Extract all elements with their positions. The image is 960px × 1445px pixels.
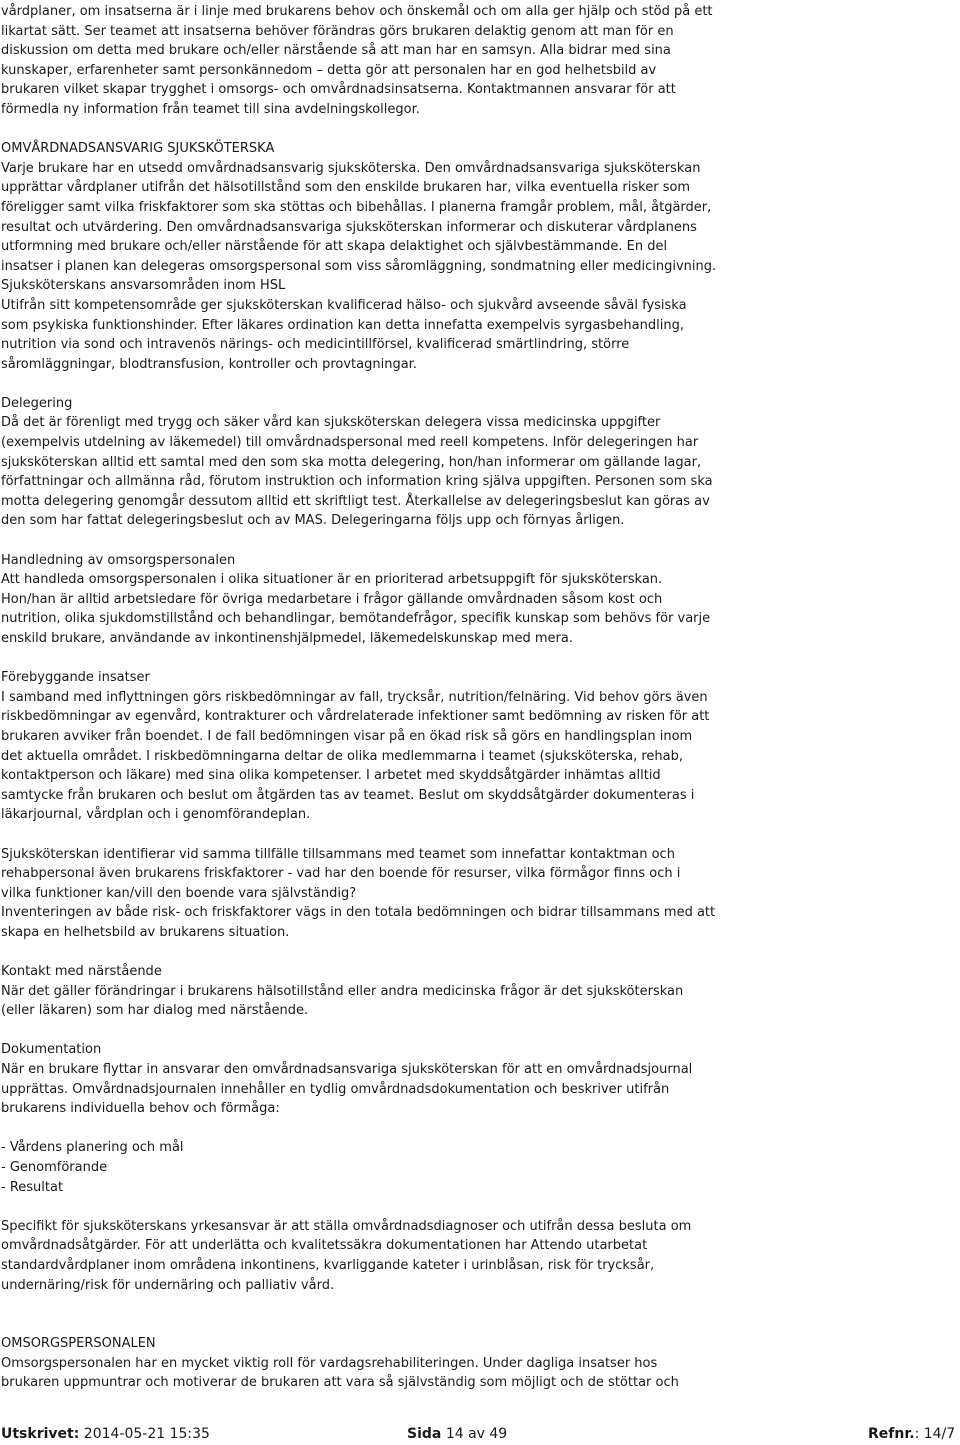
list-item: - Genomförande — [1, 1160, 108, 1176]
text-line: det aktuella området. I riskbedömningarna deltar de olika medlemmarna i teamet (sjuksköterska, rehab, — [1, 748, 684, 764]
document-page — [0, 2, 960, 1393]
section-specifikt — [0, 1217, 960, 1295]
text-line: brukaren uppmuntrar och motiverar de brukaren att vara så självständig som möjligt och de stöttar och — [1, 1375, 679, 1391]
paragraph-gap — [0, 1197, 960, 1217]
text-line: brukaren vilket skapar trygghet i omsorgs- och omvårdnadsinsatserna. Kontaktmannen ansvarar för att — [1, 82, 676, 98]
paragraph-gap — [0, 649, 960, 669]
text-line: som psykiska funktionshinder. Efter läkares ordination kan detta innefatta exempelvis syrgasbehandling, — [1, 317, 684, 333]
text-line: Sjuksköterskan identifierar vid samma tillfälle tillsammans med teamet som innefattar kontaktman och — [1, 846, 675, 862]
text-line: insatser i planen kan delegeras omsorgspersonal som viss såromläggning, sondmatning eller medicingivning. — [1, 258, 717, 274]
text-line: den som har fattat delegeringsbeslut och av MAS. Delegeringarna följs upp och förnyas årligen. — [1, 513, 625, 529]
text-line: I samband med inflyttningen görs riskbedömningar av fall, trycksår, nutrition/felnäring. Vid behov görs även — [1, 689, 708, 705]
paragraph-gap — [0, 531, 960, 551]
paragraph-gap — [0, 374, 960, 394]
paragraph-gap — [0, 825, 960, 845]
text-line: sjuksköterskan alltid ett samtal med den som ska motta delegering, hon/han informerar om gällande lagar, — [1, 454, 702, 470]
text-line: samtycke från brukaren och beslut om åtgärden tas av teamet. Beslut om skyddsåtgärder dokumenteras i — [1, 787, 695, 803]
text-line: omvårdnadsåtgärder. För att underlätta och kvalitetssäkra dokumentationen har Attendo utarbetat — [1, 1238, 648, 1254]
text-line: När en brukare flyttar in ansvarar den omvårdnadsansvariga sjuksköterskan för att en omvårdnadsjournal — [1, 1062, 693, 1078]
paragraph-gap — [0, 1295, 960, 1334]
text-line: Att handleda omsorgspersonalen i olika situationer är en prioriterad arbetsuppgift för sjuksköterskan. — [1, 572, 663, 588]
text-line: enskild brukare, användande av inkontinenshjälpmedel, läkemedelskunskap med mera. — [1, 631, 573, 646]
section-heading: Förebyggande insatser — [1, 670, 150, 686]
section-delegering — [0, 394, 960, 531]
list-item: - Vårdens planering och mål — [1, 1140, 184, 1156]
text-line: upprättas. Omvårdnadsjournalen innehåller en tydlig omvårdnadsdokumentation och beskriver utifrån — [1, 1081, 670, 1097]
printed-label: Utskrivet: — [1, 1426, 80, 1442]
section-lista — [0, 1138, 960, 1197]
text-line: När det gäller förändringar i brukarens hälsotillstånd eller andra medicinska frågor är det sjuksköterskan — [1, 983, 684, 999]
text-line: Varje brukare har en utsedd omvårdnadsansvarig sjuksköterska. Den omvårdnadsansvariga sjuksköterskan — [1, 160, 701, 176]
reference-number — [868, 1424, 955, 1444]
section-heading: Delegering — [1, 395, 73, 411]
section-omsorgspersonalen — [0, 1334, 960, 1393]
text-line: upprättar vårdplaner utifrån det hälsotillstånd som den enskilde brukaren har, vilka eventuella risker som — [1, 180, 691, 196]
text-line: kontaktperson och läkare) med sina olika kompetenser. I arbetet med skyddsåtgärder inhämtas alltid — [1, 768, 661, 784]
text-line: riskbedömningar av egenvård, kontrakturer och vårdrelaterade infektioner samt bedömning av risken för att — [1, 709, 710, 725]
text-line: nutrition, olika sjukdomstillstånd och behandlingar, bemötandefrågor, specifik kunskap som behövs för varje — [1, 611, 711, 627]
section-omvardnadsansvarig — [0, 139, 960, 374]
page-value: 14 av 49 — [445, 1426, 508, 1442]
text-line: brukarens individuella behov och förmåga: — [1, 1101, 280, 1117]
page-number — [407, 1424, 507, 1444]
section-identifierar — [0, 845, 960, 943]
text-line: Specifikt för sjuksköterskans yrkesansvar är att ställa omvårdnadsdiagnoser och utifrån dessa besluta om — [1, 1218, 692, 1234]
text-line: utformning med brukare och/eller närstående för att skapa delaktighet och självbestämmande. En del — [1, 239, 668, 255]
printed-date — [1, 1424, 210, 1444]
list-item: - Resultat — [1, 1179, 64, 1195]
text-line: skapa en helhetsbild av brukarens situation. — [1, 924, 290, 940]
text-line: författningar och allmänna råd, förutom instruktion och information kring själva uppgiften. Personen som ska — [1, 474, 713, 490]
text-line: undernäring/risk för undernäring och palliativ vård. — [1, 1277, 335, 1293]
section-kontakt — [0, 962, 960, 1021]
text-line: rehabpersonal även brukarens friskfaktorer - vad har den boende för resurser, vilka förmågor finns och i — [1, 866, 681, 882]
text-line: läkarjournal, vårdplan och i genomförandeplan. — [1, 807, 311, 823]
text-line: Omsorgspersonalen har en mycket viktig roll för vardagsrehabiliteringen. Under dagliga insatser hos — [1, 1355, 658, 1371]
text-line: föreligger samt vilka friskfaktorer som ska stöttas och bibehållas. I planerna framgår problem, mål, åtgärder, — [1, 199, 712, 215]
ref-label: Refnr. — [868, 1426, 915, 1442]
section-heading: OMVÅRDNADSANSVARIG SJUKSKÖTERSKA — [1, 141, 275, 157]
paragraph-gap — [0, 1021, 960, 1041]
paragraph-gap — [0, 1119, 960, 1139]
section-heading: Dokumentation — [1, 1042, 102, 1058]
text-line: kunskaper, erfarenheter samt personkännedom – detta gör att personalen har en god helhetsbild av — [1, 62, 657, 78]
text-line: vilka funktioner kan/vill den boende vara självständig? — [1, 885, 357, 901]
text-line: förmedla ny information från teamet till sina avdelningskollegor. — [1, 101, 420, 117]
section-heading: OMSORGSPERSONALEN — [1, 1336, 156, 1352]
text-line: Inventeringen av både risk- och friskfaktorer vägs in den totala bedömningen och bidrar tillsammans med att — [1, 905, 716, 921]
text-line: likartat sätt. Ser teamet att insatserna behöver förändras görs brukaren delaktig genom att man för en — [1, 23, 674, 39]
section-forebyggande — [0, 668, 960, 825]
text-line: Utifrån sitt kompetensområde ger sjuksköterskan kvalificerad hälso- och sjukvård avseende såväl fysiska — [1, 297, 687, 313]
section-dokumentation — [0, 1040, 960, 1118]
printed-value: 2014-05-21 15:35 — [83, 1426, 210, 1442]
text-line: vårdplaner, om insatserna är i linje med brukarens behov och önskemål och om alla ger hjälp och stöd på ett — [1, 4, 713, 19]
ref-value: : 14/7 — [914, 1426, 956, 1442]
text-line: motta delegering genomgår dessutom alltid ett skriftligt test. Återkallelse av delegeringsbeslut kan göras av — [1, 493, 710, 509]
text-line: resultat och utvärdering. Den omvårdnadsansvariga sjuksköterskan informerar och diskuterar vårdplanens — [1, 219, 697, 235]
text-line: Då det är förenligt med trygg och säker vård kan sjuksköterskan delegera vissa medicinska uppgifter — [1, 415, 661, 431]
page-footer — [0, 1424, 960, 1444]
section-heading: Handledning av omsorgspersonalen — [1, 552, 236, 568]
text-line: såromläggningar, blodtransfusion, kontroller och provtagningar. — [1, 356, 417, 372]
paragraph-gap — [0, 943, 960, 963]
text-line: (eller läkaren) som har dialog med närstående. — [1, 1003, 309, 1019]
text-line: diskussion om detta med brukare och/eller närstående så att man har en samsyn. Alla bidrar med sina — [1, 43, 671, 59]
text-line: standardvårdplaner inom områdena inkontinens, kvarliggande kateter i urinblåsan, risk för trycksår, — [1, 1258, 655, 1273]
section-handledning — [0, 551, 960, 649]
text-line: brukaren avviker från boendet. I de fall bedömningen visar på en ökad risk så görs en handlingsplan inom — [1, 728, 693, 744]
section-intro — [0, 2, 960, 120]
page-label: Sida — [407, 1426, 442, 1442]
section-heading: Kontakt med närstående — [1, 964, 162, 980]
text-line: nutrition via sond och intravenös närings- och medicintillförsel, kvalificerad smärtlindring, större — [1, 337, 630, 353]
paragraph-gap — [0, 120, 960, 140]
text-line: (exempelvis utdelning av läkemedel) till omvårdnadspersonal med reell kompetens. Inför delegeringen har — [1, 435, 699, 451]
subsection-heading: Sjuksköterskans ansvarsområden inom HSL — [1, 278, 286, 294]
text-line: Hon/han är alltid arbetsledare för övriga medarbetare i frågor gällande omvårdnaden såsom kost och — [1, 591, 663, 607]
